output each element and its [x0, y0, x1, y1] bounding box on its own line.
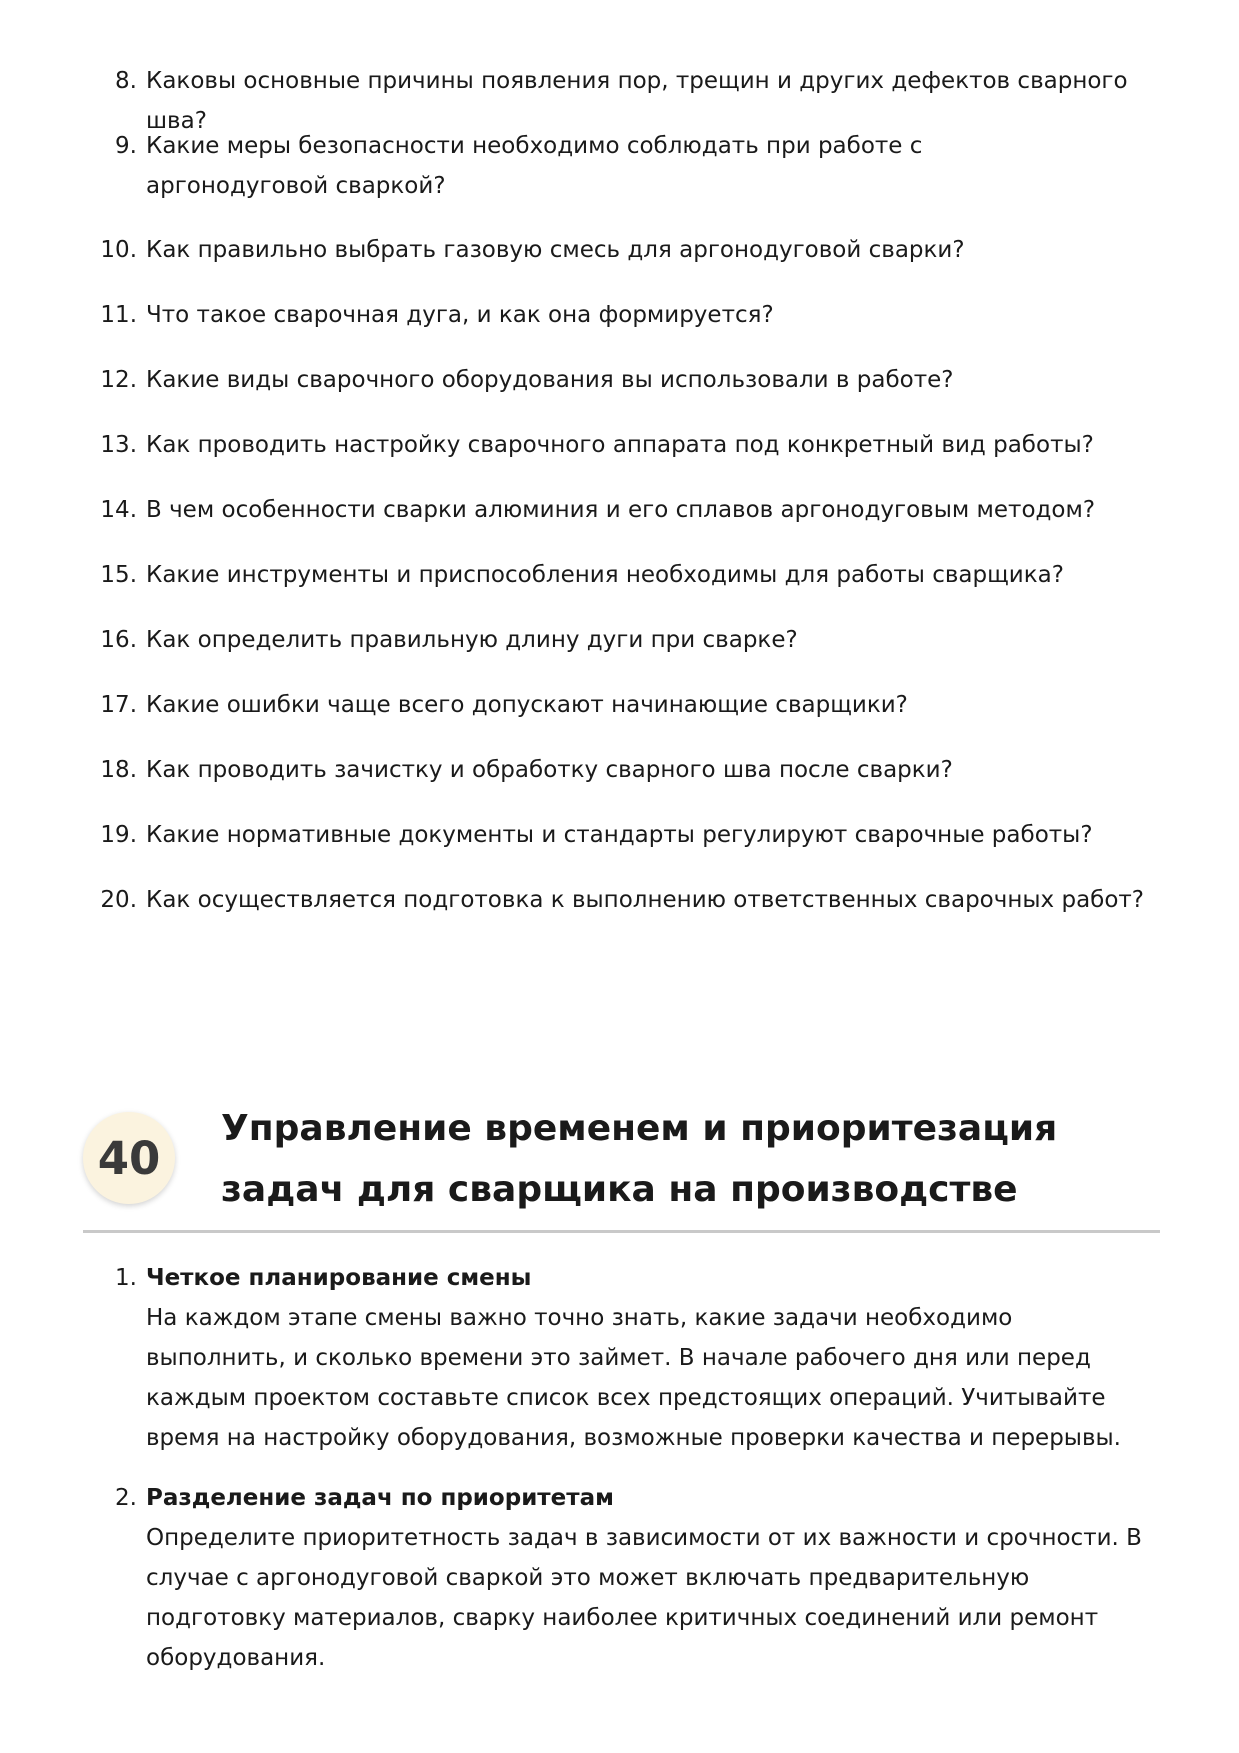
tip-number: 1.: [115, 1265, 137, 1291]
section-title: Управление временем и приоритезация задач для сварщика на производстве: [221, 1108, 1058, 1210]
question-text: Какие ошибки чаще всего допускают начинающие сварщики?: [146, 692, 908, 718]
question-number: 14.: [100, 497, 137, 523]
question-number: 9.: [115, 133, 137, 159]
question-number: 13.: [100, 432, 137, 458]
question-text: Какие инструменты и приспособления необходимы для работы сварщика?: [146, 562, 1064, 588]
question-number: 18.: [100, 757, 137, 783]
question-text: Как правильно выбрать газовую смесь для аргонодуговой сварки?: [146, 237, 965, 263]
question-text: Какие виды сварочного оборудования вы использовали в работе?: [146, 367, 954, 393]
tip-title: Четкое планирование смены: [146, 1265, 532, 1291]
question-number: 19.: [100, 822, 137, 848]
question-text: Какие нормативные документы и стандарты регулируют сварочные работы?: [146, 822, 1093, 848]
question-number: 8.: [115, 68, 137, 94]
question-number: 16.: [100, 627, 137, 653]
section-header: [83, 1098, 1160, 1233]
question-number: 11.: [100, 302, 137, 328]
tip-body: На каждом этапе смены важно точно знать, какие задачи необходимо выполнить, и сколько времени это займет. В начале рабочего дня или перед каждым проектом составьте список всех предстоящих операций. Учитывайте время на настройку оборудования, возможные проверки качества и перерывы.: [146, 1305, 1121, 1451]
question-text: Как проводить зачистку и обработку сварного шва после сварки?: [146, 757, 953, 783]
question-text: Как осуществляется подготовка к выполнению ответственных сварочных работ?: [146, 887, 1145, 913]
tip-number: 2.: [115, 1485, 137, 1511]
question-text: В чем особенности сварки алюминия и его сплавов аргонодуговым методом?: [146, 497, 1096, 523]
question-text: Что такое сварочная дуга, и как она формируется?: [146, 302, 774, 328]
section-number-badge: 40: [83, 1112, 175, 1204]
tip-body: Определите приоритетность задач в зависимости от их важности и срочности. В случае с аргонодуговой сваркой это может включать предварительную подготовку материалов, сварку наиболее критичных соединений или ремонт оборудования.: [146, 1525, 1142, 1671]
question-number: 15.: [100, 562, 137, 588]
question-text: Как проводить настройку сварочного аппарата под конкретный вид работы?: [146, 432, 1094, 458]
question-number: 17.: [100, 692, 137, 718]
question-number: 20.: [100, 887, 137, 913]
question-text: Какие меры безопасности необходимо соблюдать при работе с аргонодуговой сваркой?: [146, 133, 923, 199]
question-number: 12.: [100, 367, 137, 393]
question-text: Как определить правильную длину дуги при сварке?: [146, 627, 798, 653]
question-number: 10.: [100, 237, 137, 263]
tip-title: Разделение задач по приоритетам: [146, 1485, 614, 1511]
question-text: Каковы основные причины появления пор, трещин и других дефектов сварного шва?: [146, 68, 1128, 134]
